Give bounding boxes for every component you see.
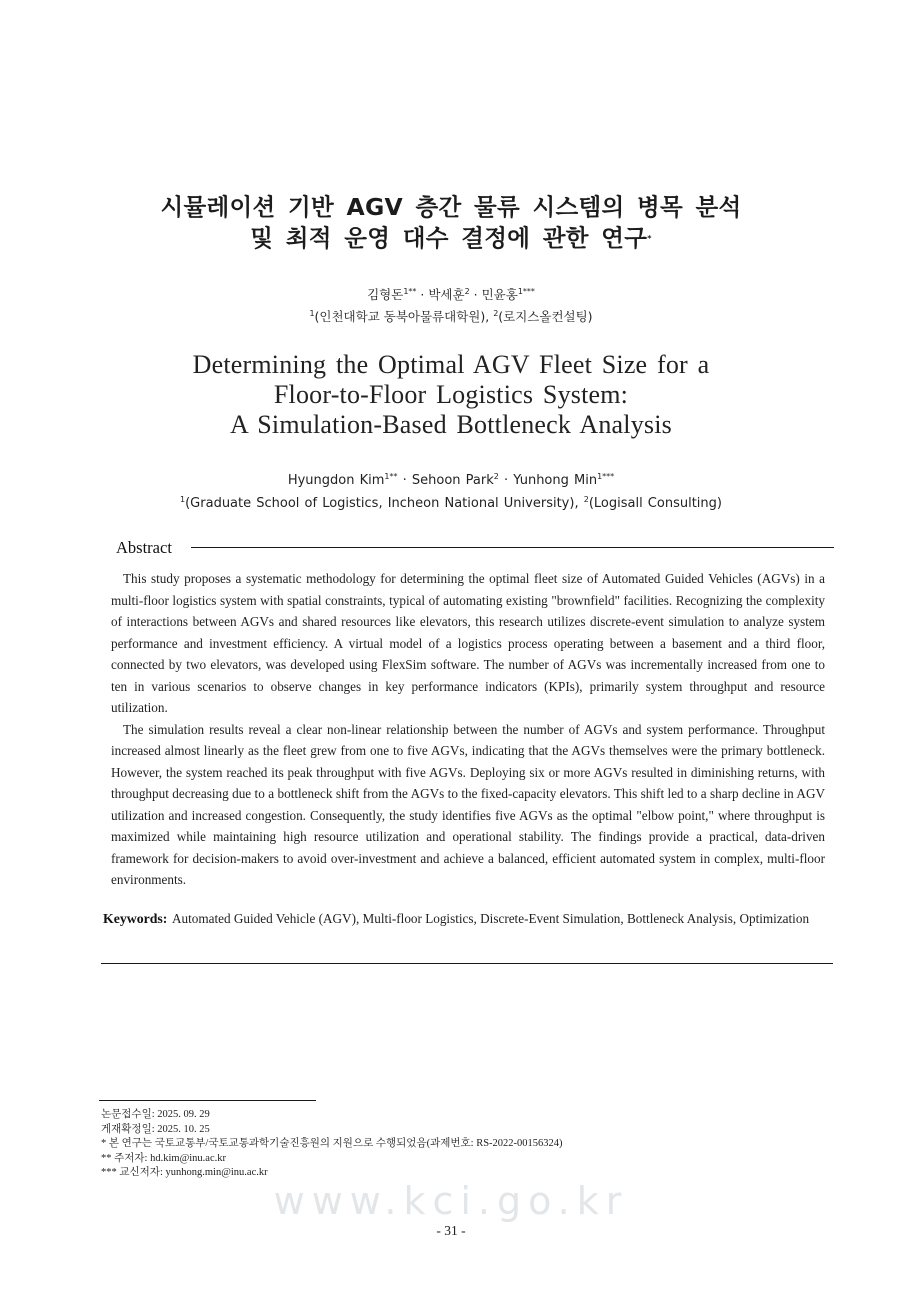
affiliation-sup: 1 — [309, 309, 315, 318]
affiliation-sup: 1 — [180, 495, 186, 504]
author-name: 박세훈 — [428, 287, 465, 302]
author-sup: 2 — [464, 287, 470, 296]
keywords-label: Keywords: — [103, 911, 168, 926]
abstract-heading: Abstract — [116, 538, 172, 557]
english-authors — [0, 469, 902, 515]
abstract-body — [111, 568, 825, 891]
footnote-email[interactable]: yunhong.min@inu.ac.kr — [165, 1167, 268, 1178]
affiliation-separator: , — [485, 309, 494, 324]
affiliation-sup: 2 — [493, 309, 499, 318]
author-separator: · — [397, 473, 412, 488]
footnote-label: *** 교신저자: — [101, 1167, 163, 1178]
korean-authors — [0, 284, 902, 328]
author-sup: 1** — [403, 287, 417, 296]
footnote-label: 게재확정일: — [101, 1123, 155, 1135]
page-number: - 31 - — [436, 1223, 466, 1238]
footnotes — [101, 1108, 563, 1181]
abstract-rule — [191, 547, 834, 548]
author-separator: · — [416, 287, 429, 302]
footnote-value: 2025. 09. 29 — [157, 1109, 210, 1120]
footnote-email[interactable]: hd.kim@inu.ac.kr — [150, 1152, 226, 1164]
author-name: Hyungdon Kim — [287, 473, 385, 488]
affiliation-text: (로지스올컨설팅) — [498, 309, 593, 324]
footnote-accepted-date — [101, 1123, 563, 1138]
korean-title-line-1: 시뮬레이션 기반 AGV 층간 물류 시스템의 병목 분석 — [160, 193, 742, 221]
author-sup: 1** — [384, 472, 398, 481]
english-affiliations — [0, 492, 902, 515]
english-title — [0, 350, 902, 440]
footnote-label: * 본 연구는 국토교통부/국토교통과학기술진흥원의 지원으로 수행되었음(과제번호: — [101, 1138, 474, 1149]
author-sup: 1*** — [517, 287, 535, 296]
affiliation-text: (Graduate School of Logistics, Incheon National University) — [185, 496, 575, 511]
author-sup: 1*** — [597, 472, 615, 481]
korean-affiliations — [0, 306, 902, 328]
korean-title — [0, 192, 902, 254]
author-sup: 2 — [493, 472, 499, 481]
korean-title-line-2 — [0, 223, 902, 254]
author-name: 민윤홍 — [481, 287, 518, 302]
english-title-line-3: A Simulation-Based Bottleneck Analysis — [230, 410, 672, 439]
footnote-first-author — [101, 1152, 563, 1167]
footnote-label: 논문접수일: — [101, 1109, 155, 1120]
author-separator: · — [498, 473, 514, 488]
footnote-label: ** 주저자: — [101, 1152, 148, 1164]
english-author-list — [0, 469, 902, 492]
kci-watermark: www.kci.go.kr — [273, 1179, 629, 1223]
author-separator: · — [469, 287, 482, 302]
affiliation-text: (인천대학교 동북아물류대학원) — [314, 309, 486, 324]
english-title-line-1: Determining the Optimal AGV Fleet Size for a — [192, 350, 710, 379]
footnote-rule — [99, 1100, 316, 1101]
korean-title-line-2-text: 및 최적 운영 대수 결정에 관한 연구 — [250, 224, 648, 252]
footnote-value: 2025. 10. 25 — [157, 1123, 210, 1135]
footnote-value: RS-2022-00156324) — [476, 1138, 563, 1149]
author-name: Yunhong Min — [513, 473, 598, 488]
footnote-funding — [101, 1137, 563, 1152]
english-title-line-2: Floor-to-Floor Logistics System: — [273, 380, 629, 409]
author-name: 김형돈 — [367, 287, 404, 302]
abstract-paragraph-2: The simulation results reveal a clear non-linear relationship between the number of AGVs and system performance. Throughput increased almost linearly as the fleet grew from one to five AGVs, indicating that the AGVs themselves were the primary bottleneck. However, the system reached its peak throughput with five AGVs. Deploying six or more AGVs resulted in diminishing returns, with throughput decreasing due to a bottleneck shift from the AGVs to the fixed-capacity elevators. This shift led to a sharp decline in AGV utilization and increased congestion. Consequently, the study identifies five AGVs as the optimal "elbow point," where throughput is maximized while maintaining high resource utilization and operational stability. The findings provide a practical, data-driven framework for decision-makers to avoid over-investment and achieve a balanced, efficient automated system in complex, multi-floor environments. — [111, 721, 825, 887]
korean-author-list — [0, 284, 902, 306]
affiliation-sup: 2 — [583, 495, 589, 504]
author-name: Sehoon Park — [411, 473, 494, 488]
title-footnote-mark: * — [647, 234, 652, 243]
keywords-bottom-rule — [101, 963, 833, 964]
affiliation-text: (Logisall Consulting) — [588, 496, 722, 511]
abstract-paragraph-1: This study proposes a systematic methodology for determining the optimal fleet size of Automated Guided Vehicles (AGVs) in a multi-floor logistics system with spatial constraints, typical of automating existing "brownfield" facilities. Recognizing the complexity of interactions between AGVs and shared resources like elevators, this research utilizes discrete-event simulation to analyze system performance and investment efficiency. A virtual model of a logistics process operating between a basement and a third floor, connected by two elevators, was developed using FlexSim software. The number of AGVs was incrementally increased from one to ten in various scenarios to observe changes in key performance indicators (KPIs), primarily system throughput and resource utilization. — [111, 571, 825, 715]
affiliation-separator: , — [574, 496, 584, 511]
footnote-received-date — [101, 1108, 563, 1123]
keywords-text: Automated Guided Vehicle (AGV), Multi-floor Logistics, Discrete-Event Simulation, Bottleneck Analysis, Optimization — [172, 911, 810, 926]
